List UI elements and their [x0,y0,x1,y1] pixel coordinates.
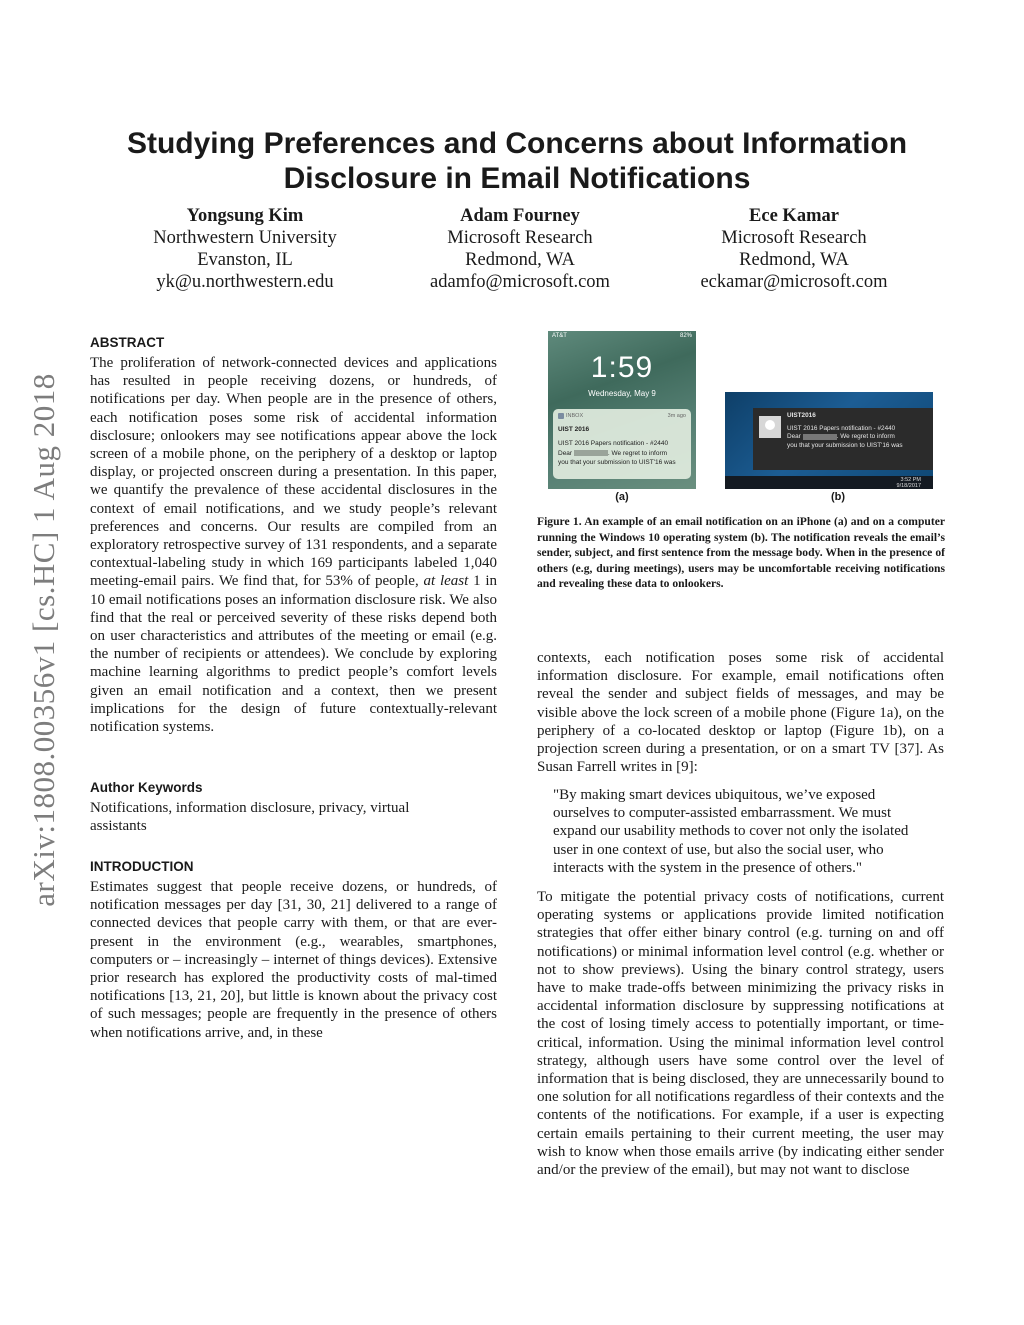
keywords-text: Notifications, information disclosure, privacy, virtual assistants [90,800,410,835]
author-block [395,205,645,293]
author-block [120,205,370,293]
farrell-quote: "By making smart devices ubiquitous, we’ve exposed ourselves to computer-assisted embarrassment. We must expand our usability methods to cover not only the isolated user in one context of use, but also the social user, who interacts with the system in the presence of others." [553,787,909,876]
iphone-lockscreen-figure [548,331,696,489]
notification-time: 3m ago [667,413,686,419]
lockscreen-clock: 1:59 [590,351,654,384]
redacted-name [803,434,837,440]
taskbar-time: 3:52 PM [900,477,921,483]
subfigure-label-a: (a) [615,491,629,503]
abstract-text: The proliferation of network-connected devices and applications has resulted in people receiving dozens, or hundreds, of notifications per day. When people are in the presence of others, each notification poses some risk of accidental information disclosure; onlookers may see notifications appear above the lock screen of a mobile phone, on the periphery of a desktop or laptop display, or projected onscreen during a presentation. In this paper, we quantify the prevalence of these accidental disclosures in the context of email notifications, and we study people’s relevant preferences and concerns. Our results are compiled from an exploratory retrospective survey of 131 respondents, and a separate contextual-labeling study in which 169 participants labeled 1,040 meeting-email pairs. We find that, for 53% of people, at least 1 in 10 email notifications poses an information disclosure risk. We also find that the real or perceived severity of these risks depend both on user characteristics and attributes of the meeting or email (e.g. the number of recipients or attendees). We conclude by exploring machine learning algorithms to predict people’s comfort levels given an email notification and a context, then we present implications for the design of future contextually-relevant notification systems. [90,355,498,736]
carrier-label: AT&T [552,333,567,339]
battery-label: 82% [679,333,692,339]
introduction-paragraph: Estimates suggest that people receive dozens, or hundreds, of notification messages per day [31, 30, 21] delivered to a range of connected devices that people carry with them, or that are ever-present in the environment (e.g., wearables, smartphones, computers or – increasingly – internet of things devices). Extensive prior research has explored the productivity costs of mal-timed notifications [13, 21, 20], but little is known about the privacy cost of such messages; people are frequently in the presence of others when notifications arrive, and, in these [90,879,497,1041]
toast-body-line: Dear . We regret to inform [787,433,895,441]
notification-app: INBOX [566,413,584,419]
introduction-paragraph: To mitigate the potential privacy costs of notifications, current operating systems or applications provide limited notification strategies that offer either binary control (e.g. turning on and off notifications) or minimal information level control (e.g. whether or not to show previews). Using the binary control strategy, users have to make trade-offs between minimizing the privacy risks in accidental information disclosure by suppressing notifications at the cost of losing timely access to potentially important, or time-critical, information. Using the minimal information level control strategy, although users have some control over the level of information that is being disclosed, they are unnecessarily bound to one solution for all notifications regardless of their contexts and the contents of the notifications. For example, if a user is expecting certain emails pertaining to their current meeting, the user may wish to know when those emails arrive (by indicating either sender and/or the preview of the email), but may not want to disclose [537,889,944,1179]
author-name: Ece Kamar [749,206,839,226]
toast-subject: UIST 2016 Papers notification - #2440 [787,424,896,432]
redacted-name [574,450,608,456]
notification-subject: UIST 2016 Papers notification - #2440 [558,440,669,447]
windows-desktop-figure [725,392,933,489]
notification-body-line: Dear . We regret to inform [558,449,668,457]
author-name: Adam Fourney [460,206,580,226]
author-location: Redmond, WA [465,250,575,270]
keywords-heading: Author Keywords [90,780,203,795]
abstract-heading: ABSTRACT [90,335,165,350]
lockscreen-date: Wednesday, May 9 [588,389,656,398]
taskbar-date: 9/18/2017 [896,483,921,489]
toast-title: UIST2016 [787,412,816,419]
author-name: Yongsung Kim [186,206,304,226]
arxiv-identifier: arXiv:1808.00356v1 [cs.HC] 1 Aug 2018 [26,373,61,907]
author-email: adamfo@microsoft.com [430,272,610,292]
windows-taskbar [725,476,933,489]
paper-title: Studying Preferences and Concerns about Information Disclosure in Email Notifications [126,127,908,195]
notification-sender: UIST 2016 [558,425,590,433]
author-affiliation: Northwestern University [153,228,337,248]
author-email: yk@u.northwestern.edu [156,272,334,292]
author-location: Redmond, WA [739,250,849,270]
author-email: eckamar@microsoft.com [700,272,888,292]
subfigure-label-b: (b) [830,491,846,503]
sender-avatar-icon [759,416,781,438]
email-notification-card [553,409,691,479]
notification-body-line: you that your submission to UIST'16 was [558,459,676,466]
author-affiliation: Microsoft Research [447,228,593,248]
toast-body-line: you that your submission to UIST'16 was [787,441,903,449]
introduction-heading: INTRODUCTION [90,859,194,874]
figure-caption: Figure 1. An example of an email notification on an iPhone (a) and on a computer running the Windows 10 operating system (b). The notification reveals the email’s sender, subject, and first sentence from the message body. When in the presence of others (e.g, during meetings), users may be uncomfortable receiving notifications and revealing these data to onlookers. [537,515,945,590]
mail-app-icon [558,413,564,419]
author-location: Evanston, IL [197,250,293,270]
author-block [669,205,919,293]
windows-toast-notification [753,408,933,470]
introduction-paragraph-continued: contexts, each notification poses some risk of accidental information disclosure. For example, email notifications often reveal the sender and subject fields of messages, and may be visible above the lock screen of a mobile phone (Figure 1a), on the periphery of a co-located desktop or laptop (Figure 1b), on a projection screen during a presentation, or on a smart TV [37]. As Susan Farrell writes in [9]: [537,650,944,776]
author-affiliation: Microsoft Research [721,228,867,248]
